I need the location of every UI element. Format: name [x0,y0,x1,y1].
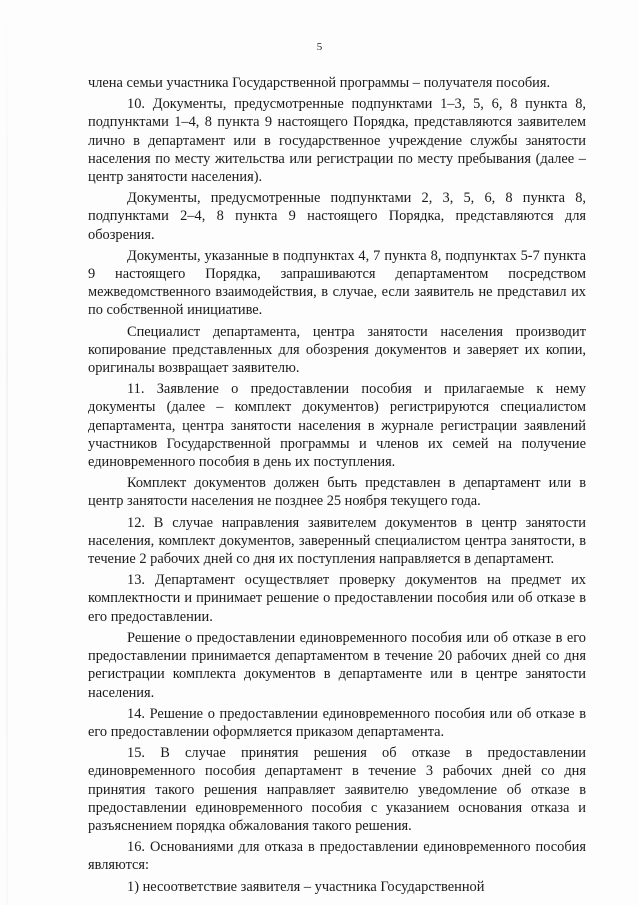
paragraph-item-11: 11. Заявление о предоставлении пособия и прилагаемые к нему документы (далее – комплект документов) регистрируются специалистом департамента, центра занятости населения в журнале регистрации заявлений участников Государственной программы и членов их семей на получение единовременного пособия в день их поступления. [88,381,586,471]
document-body [88,74,586,896]
paragraph-item-14: 14. Решение о предоставлении единовременного пособия или об отказе в его предоставлении оформляется приказом департамента. [88,705,586,740]
scan-edge-shadow [6,0,8,905]
paragraph-item-10: 10. Документы, предусмотренные подпунктами 1–3, 5, 6, 8 пункта 8, подпунктами 1–4, 8 пункта 9 настоящего Порядка, представляются заявителем лично в департамент или в государственное учреждение службы занятости населения по месту жительства или регистрации по месту пребывания (далее – центр занятости населения). [88,96,586,186]
paragraph-item-16: 16. Основаниями для отказа в предоставлении единовременного пособия являются: [88,839,586,874]
paragraph-item-12: 12. В случае направления заявителем документов в центр занятости населения, комплект документов, заверенный специалистом центра занятости, в течение 2 рабочих дней со дня их поступления направляется в департамент. [88,514,586,568]
paragraph-item-15: 15. В случае принятия решения об отказе в предоставлении единовременного пособия департамент в течение 3 рабочих дней со дня принятия такого решения направляет заявителю уведомление об отказе в предоставлении единовременного пособия с указанием основания отказа и разъяснением порядка обжалования такого решения. [88,745,586,834]
paragraph-deadline: Комплект документов должен быть представлен в департамент или в центр занятости населения не позднее 25 ноября текущего года. [88,475,586,510]
paragraph-continuation: члена семьи участника Государственной программы – получателя пособия. [88,75,551,91]
paragraph-subitem-1: 1) несоответствие заявителя – участника Государственной [127,878,485,895]
paragraph-interagency-request: Документы, указанные в подпунктах 4, 7 пункта 8, подпунктах 5-7 пункта 9 настоящего Порядка, запрашиваются департаментом посредством межведомственного взаимодействия, в случае, если заявитель не представил их по собственной инициативе. [88,247,586,319]
paragraph-decision-term: Решение о предоставлении единовременного пособия или об отказе в его предоставлении принимается департаментом в течение 20 рабочих дней со дня регистрации комплекта документов в департаменте или в центре занятости населения. [88,629,586,701]
paragraph-item-13: 13. Департамент осуществляет проверку документов на предмет их комплектности и принимает решение о предоставлении пособия или об отказе в его предоставлении. [88,572,586,625]
paragraph-review-documents: Документы, предусмотренные подпунктами 2, 3, 5, 6, 8 пункта 8, подпунктами 2–4, 8 пункта 9 настоящего Порядка, представляются для обозрения. [88,190,586,243]
page-number: 5 [316,41,323,53]
paragraph-copying: Специалист департамента, центра занятости населения производит копирование представленных для обозрения документов и заверяет их копии, оригиналы возвращает заявителю. [88,323,586,377]
